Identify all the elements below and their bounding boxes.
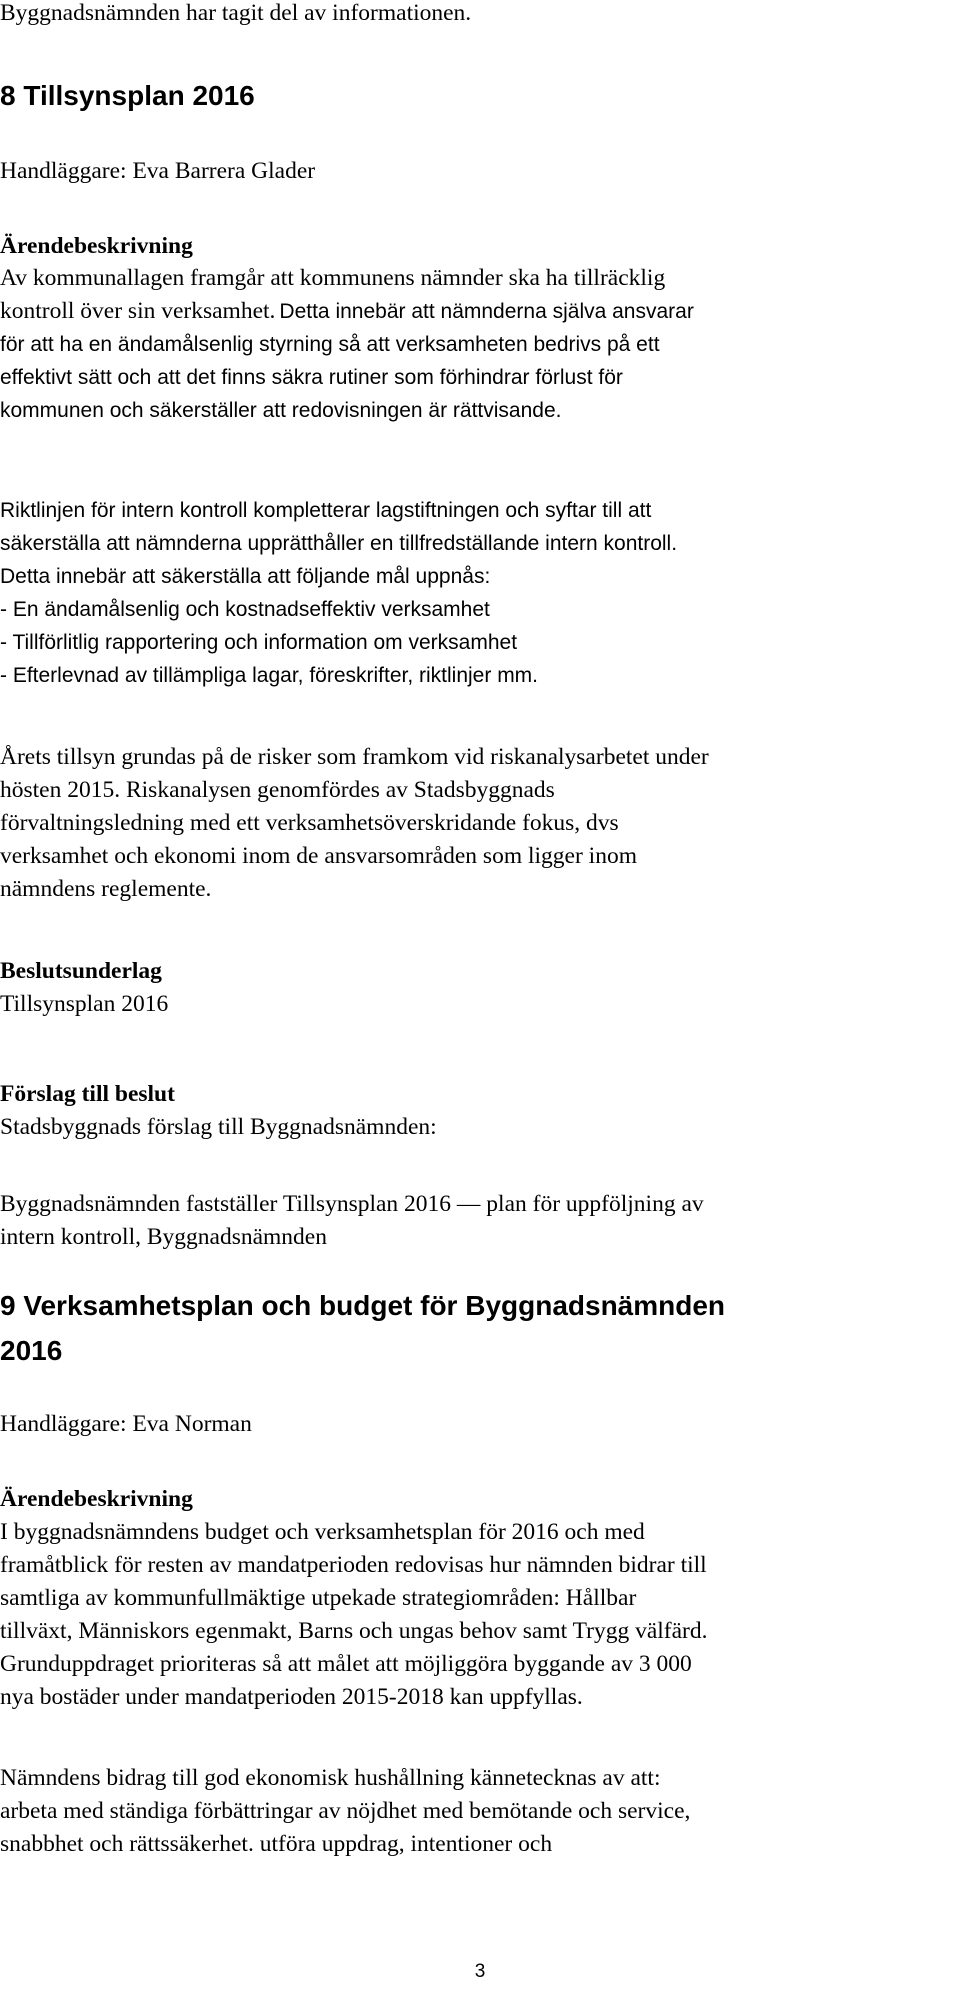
paragraph-fragment: Detta innebär att nämnderna själva ansvarar bbox=[279, 300, 694, 323]
paragraph-line: arbeta med ständiga förbättringar av nöjdhet med bemötande och service, bbox=[0, 1798, 691, 1824]
paragraph-line: Av kommunallagen framgår att kommunens nämnder ska ha tillräcklig bbox=[0, 265, 666, 291]
section-9-paragraph-2 bbox=[0, 1762, 946, 1861]
section-9-paragraph-1 bbox=[0, 1516, 946, 1714]
paragraph-line: hösten 2015. Riskanalysen genomfördes av Stadsbyggnads bbox=[0, 777, 555, 803]
section-8-paragraph-2 bbox=[0, 494, 946, 692]
paragraph-line: I byggnadsnämndens budget och verksamhetsplan för 2016 och med bbox=[0, 1519, 645, 1545]
list-item: - Tillförlitlig rapportering och information om verksamhet bbox=[0, 631, 518, 654]
section-9-heading bbox=[0, 1283, 946, 1373]
paragraph-line bbox=[0, 295, 946, 328]
intro-note: Byggnadsnämnden har tagit del av informationen. bbox=[0, 0, 472, 26]
paragraph-line: Detta innebär att säkerställa att följande mål uppnås: bbox=[0, 565, 491, 588]
section-8-paragraph-3 bbox=[0, 741, 946, 906]
paragraph-line: Byggnadsnämnden fastställer Tillsynsplan 2016 — plan för uppföljning av bbox=[0, 1191, 704, 1217]
section-8-heading: 8 Tillsynsplan 2016 bbox=[0, 80, 255, 111]
paragraph-line: verksamhet och ekonomi inom de ansvarsområden som ligger inom bbox=[0, 843, 637, 869]
decision-text bbox=[0, 1188, 946, 1254]
list-item: - Efterlevnad av tillämpliga lagar, föreskrifter, riktlinjer mm. bbox=[0, 664, 539, 687]
paragraph-line: Nämndens bidrag till god ekonomisk hushållning kännetecknas av att: bbox=[0, 1765, 661, 1791]
proposal-label: Förslag till beslut bbox=[0, 1081, 175, 1107]
paragraph-line: nya bostäder under mandatperioden 2015-2018 kan uppfyllas. bbox=[0, 1684, 583, 1710]
decision-basis-value: Tillsynsplan 2016 bbox=[0, 991, 169, 1017]
paragraph-line: snabbhet och rättssäkerhet. utföra uppdrag, intentioner och bbox=[0, 1831, 553, 1857]
section-8-paragraph-1 bbox=[0, 262, 946, 427]
decision-basis-label: Beslutsunderlag bbox=[0, 958, 162, 984]
paragraph-line: tillväxt, Människors egenmakt, Barns och ungas behov samt Trygg välfärd. bbox=[0, 1618, 708, 1644]
heading-line: 2016 bbox=[0, 1335, 63, 1366]
paragraph-line: för att ha en ändamålsenlig styrning så att verksamheten bedrivs på ett bbox=[0, 333, 660, 356]
paragraph-line: samtliga av kommunfullmäktige utpekade strategiområden: Hållbar bbox=[0, 1585, 637, 1611]
section-8-case-description-label: Ärendebeskrivning bbox=[0, 233, 193, 259]
paragraph-fragment: kontroll över sin verksamhet. bbox=[0, 298, 276, 324]
paragraph-line: Riktlinjen för intern kontroll kompletterar lagstiftningen och syftar till att bbox=[0, 499, 652, 522]
page-number: 3 bbox=[474, 1961, 486, 1982]
paragraph-line: intern kontroll, Byggnadsnämnden bbox=[0, 1224, 327, 1250]
paragraph-line: nämndens reglemente. bbox=[0, 876, 212, 902]
paragraph-line: säkerställa att nämnderna upprätthåller en tillfredställande intern kontroll. bbox=[0, 532, 678, 555]
proposal-intro: Stadsbyggnads förslag till Byggnadsnämnden: bbox=[0, 1114, 437, 1140]
paragraph-line: Grunduppdraget prioriteras så att målet att möjliggöra byggande av 3 000 bbox=[0, 1651, 692, 1677]
section-8-handler: Handläggare: Eva Barrera Glader bbox=[0, 158, 316, 184]
paragraph-line: framåtblick för resten av mandatperioden redovisas hur nämnden bidrar till bbox=[0, 1552, 707, 1578]
list-item: - En ändamålsenlig och kostnadseffektiv verksamhet bbox=[0, 598, 490, 621]
section-9-handler: Handläggare: Eva Norman bbox=[0, 1411, 252, 1437]
paragraph-line: effektivt sätt och att det finns säkra rutiner som förhindrar förlust för bbox=[0, 366, 623, 389]
paragraph-line: Årets tillsyn grundas på de risker som framkom vid riskanalysarbetet under bbox=[0, 744, 709, 770]
section-9-case-description-label: Ärendebeskrivning bbox=[0, 1486, 193, 1512]
paragraph-line: förvaltningsledning med ett verksamhetsöverskridande fokus, dvs bbox=[0, 810, 619, 836]
paragraph-line: kommunen och säkerställer att redovisningen är rättvisande. bbox=[0, 399, 562, 422]
heading-line: 9 Verksamhetsplan och budget för Byggnadsnämnden bbox=[0, 1290, 726, 1321]
